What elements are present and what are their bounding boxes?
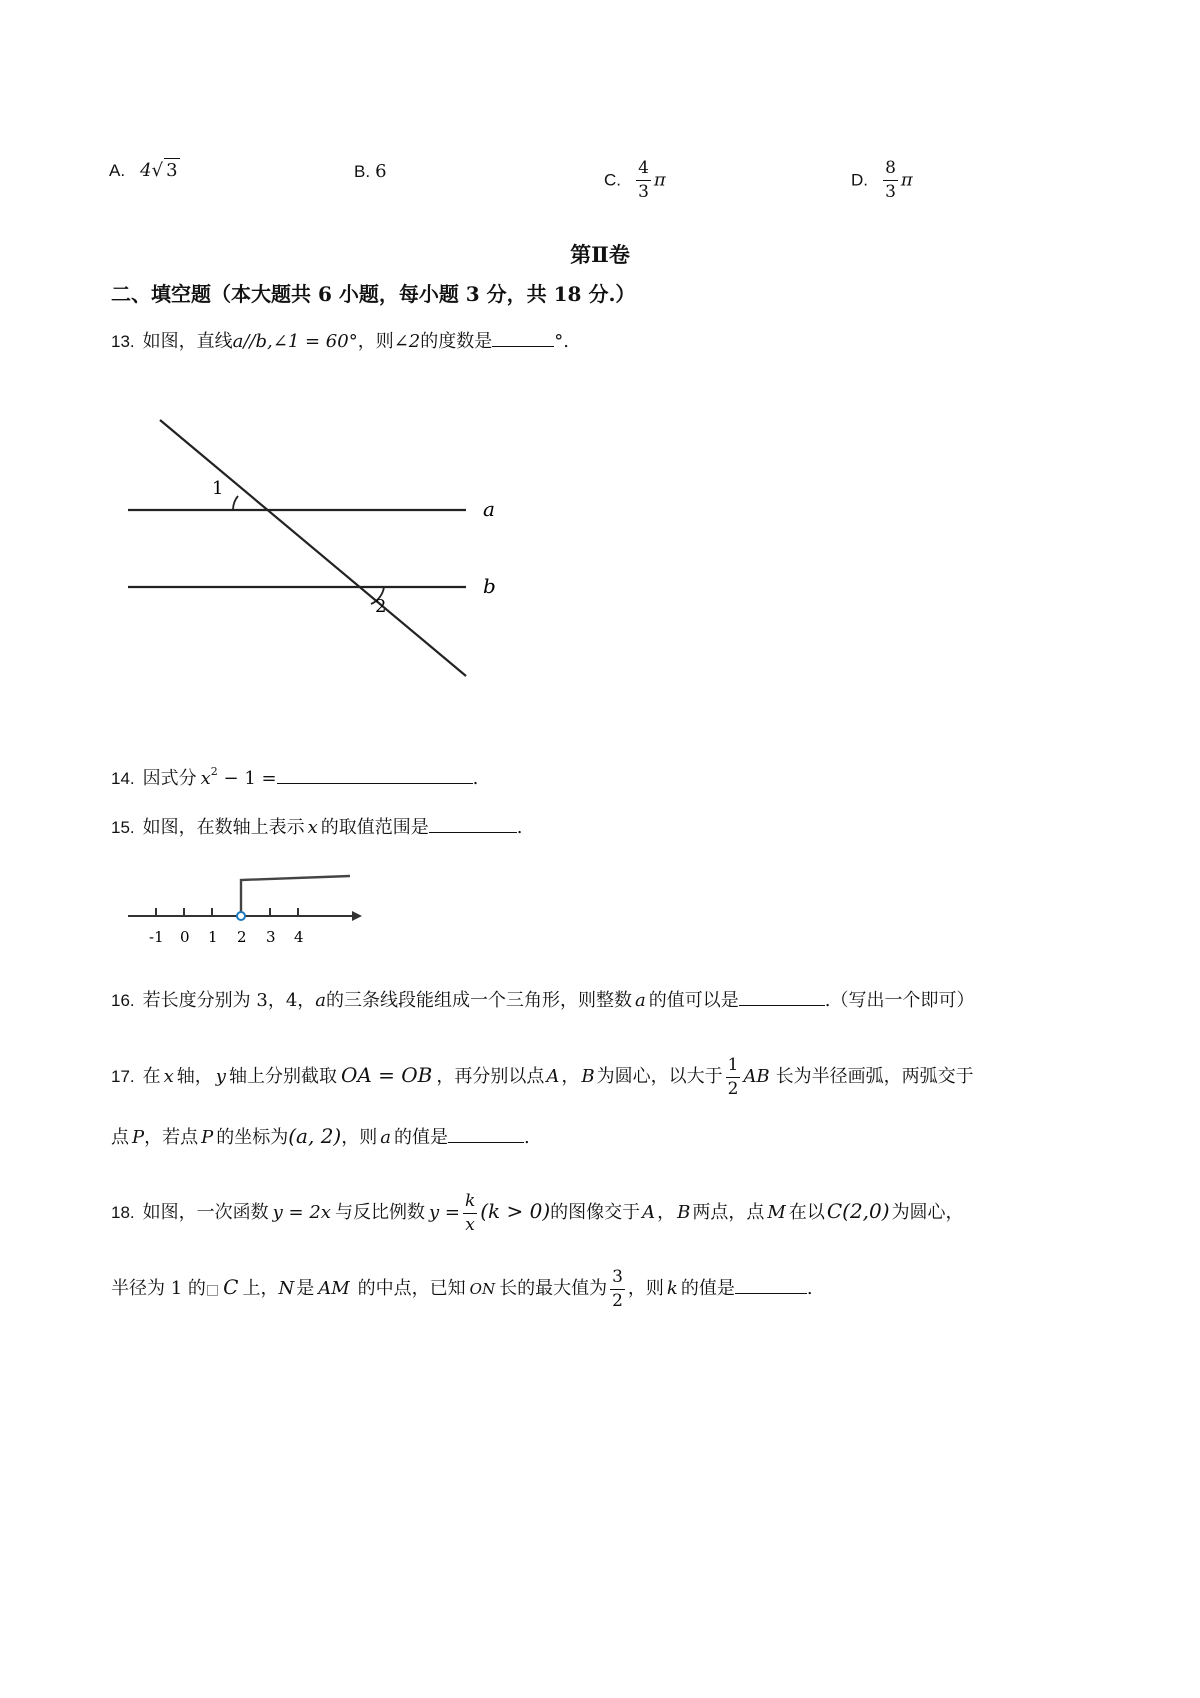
q17-text: ，则	[341, 1127, 378, 1148]
q13-answer-blank[interactable]	[492, 330, 554, 347]
q17-point-p: P	[201, 1127, 214, 1148]
q16-variable-a: a	[635, 990, 646, 1011]
q17-text: ，再分别以点	[436, 1066, 545, 1087]
option-c-numerator: 4	[636, 160, 651, 181]
q17-text: .	[523, 1127, 530, 1148]
q16-text: .（写出一个即可）	[824, 990, 975, 1011]
missing-glyph-icon: □	[205, 1282, 220, 1298]
q17-math-oa-ob: OA = OB	[340, 1063, 433, 1087]
option-d-pi: π	[900, 169, 913, 191]
tick-label: 4	[294, 928, 304, 946]
transversal-line	[160, 420, 466, 676]
option-d-label: D.	[851, 170, 868, 190]
q17-variable-x: x	[163, 1066, 174, 1087]
q17-variable-a: a	[380, 1127, 391, 1148]
q17-fraction-denominator: 2	[727, 1078, 739, 1099]
q17-text: ，	[561, 1066, 580, 1087]
option-d	[851, 160, 913, 201]
q13-parallel-lines-figure	[120, 408, 520, 698]
option-b	[354, 160, 387, 184]
q13-math-2: ∠2	[393, 331, 421, 352]
option-d-fraction	[883, 160, 898, 201]
q17-text: 的值是	[393, 1127, 448, 1148]
axis-ticks	[156, 908, 298, 916]
question-17	[111, 1045, 974, 1107]
q18-point-b: B	[677, 1202, 691, 1223]
q14-exponent: 2	[210, 765, 218, 778]
q17-fraction	[726, 1054, 741, 1099]
q17-text: 的坐标为	[216, 1127, 289, 1148]
q16-answer-blank[interactable]	[739, 989, 825, 1006]
q18-text: 两点，点	[692, 1202, 765, 1223]
q18-circle-c: C	[223, 1275, 239, 1299]
q18-point-n: N	[278, 1278, 295, 1299]
q17-text: 轴，	[176, 1066, 213, 1087]
q18-text: .	[806, 1278, 813, 1299]
q16-variable-a: a	[315, 990, 327, 1011]
line-a-label: a	[483, 497, 495, 521]
tick-label: 2	[237, 928, 247, 946]
option-d-denominator: 3	[885, 182, 896, 202]
q14-text: 因式分	[142, 768, 197, 789]
q18-fraction-numerator: k	[463, 1193, 477, 1214]
q14-variable-x: x	[200, 768, 211, 789]
question-13	[111, 330, 569, 354]
q18-number: 18.	[111, 1203, 135, 1222]
q17-text: 点	[111, 1127, 129, 1148]
q18-text: 的中点，已知	[357, 1278, 466, 1299]
q18-text: 如图，一次函数	[142, 1202, 269, 1223]
q16-number: 16.	[111, 991, 135, 1010]
angle-2-label: 2	[375, 596, 387, 617]
q13-text: ，则	[357, 331, 394, 352]
option-b-value: 6	[375, 161, 387, 182]
q18-fraction-k-x	[463, 1190, 477, 1235]
tick-label: -1	[149, 928, 164, 946]
option-c-denominator: 3	[638, 182, 649, 202]
q15-answer-blank[interactable]	[429, 816, 517, 833]
q17-coordinate: (a, 2)	[288, 1124, 342, 1148]
q17-variable-y: y	[215, 1066, 226, 1087]
q15-number-line	[120, 868, 370, 948]
q18-fraction-denominator: x	[465, 1214, 475, 1235]
q17-math-ab: AB	[743, 1066, 770, 1087]
option-c-label: C.	[604, 170, 621, 190]
part-title: 第Ⅱ卷	[570, 242, 630, 267]
question-18	[111, 1181, 964, 1243]
angle-1-arc	[233, 496, 238, 510]
q18-fraction-3-2	[610, 1266, 625, 1311]
q13-text: 如图，直线	[142, 331, 233, 352]
q17-point-b: B	[581, 1066, 595, 1087]
q18-math-center: C(2,0)	[826, 1199, 890, 1223]
q17-answer-blank[interactable]	[448, 1126, 524, 1143]
question-16	[111, 989, 974, 1013]
question-14	[111, 760, 478, 791]
q18-text: 长的最大值为	[499, 1278, 608, 1299]
line-b-label: b	[483, 574, 496, 598]
open-point-icon	[237, 912, 245, 920]
q15-text: .	[516, 817, 523, 838]
q13-number: 13.	[111, 332, 135, 351]
option-a	[109, 158, 180, 183]
q15-variable-x: x	[307, 817, 318, 838]
q13-math-1: a//b,∠1 = 60°	[232, 331, 358, 352]
q18-text: 为圆心，	[891, 1202, 964, 1223]
option-c	[604, 160, 666, 201]
q17-text: 为圆心，以大于	[596, 1066, 723, 1087]
q16-text: 的值可以是	[648, 990, 739, 1011]
axis-arrow-icon	[352, 911, 362, 921]
tick-label: 1	[208, 928, 218, 946]
q13-text: °.	[554, 331, 569, 352]
q18-text: 的值是	[680, 1278, 735, 1299]
option-a-coef: 4	[140, 160, 152, 181]
option-a-radicand: 3	[166, 160, 178, 181]
q14-text: − 1 =	[217, 768, 277, 789]
q18-variable-k: k	[666, 1278, 678, 1299]
q17-text: 长为半径画弧，两弧交于	[775, 1066, 974, 1087]
q17-number: 17.	[111, 1067, 135, 1086]
q17-fraction-numerator: 1	[726, 1057, 741, 1078]
q18-math-linear: y = 2x	[272, 1202, 331, 1223]
angle-1-label: 1	[212, 478, 224, 499]
solution-range-line	[241, 876, 350, 912]
q15-text: 如图，在数轴上表示	[142, 817, 305, 838]
tick-label: 0	[180, 928, 190, 946]
q17-point-p: P	[132, 1127, 145, 1148]
q15-text: 的取值范围是	[320, 817, 429, 838]
q17-text: ，若点	[144, 1127, 199, 1148]
section-title: 二、填空题（本大题共 6 小题，每小题 3 分，共 18 分.）	[111, 282, 636, 306]
q14-answer-blank[interactable]	[277, 767, 473, 784]
q17-text: 在	[142, 1066, 161, 1087]
question-18-continued	[111, 1257, 813, 1320]
q18-text: 在以	[788, 1202, 825, 1223]
q16-text: 的三条线段能组成一个三角形，则整数	[326, 990, 633, 1011]
option-d-numerator: 8	[883, 160, 898, 181]
q18-math-on: ON	[469, 1280, 496, 1298]
tick-label: 3	[266, 928, 276, 946]
question-15	[111, 816, 523, 840]
q14-text: .	[472, 768, 479, 789]
q18-text: 与反比例数	[334, 1202, 425, 1223]
q18-text: 的图像交于	[550, 1202, 641, 1223]
q18-fraction-numerator: 3	[610, 1269, 625, 1290]
q18-text: 是	[296, 1278, 315, 1299]
option-a-label: A.	[109, 161, 126, 180]
q18-text: ，	[657, 1202, 676, 1223]
q18-math-y: y =	[428, 1202, 460, 1223]
q17-point-a: A	[546, 1066, 560, 1087]
q18-point-m: M	[767, 1202, 786, 1223]
q18-fraction-denominator: 2	[612, 1290, 623, 1311]
question-17-continued	[111, 1124, 530, 1150]
q18-text: ，则	[627, 1278, 664, 1299]
sqrt-sign: √	[151, 160, 164, 181]
q18-answer-blank[interactable]	[735, 1277, 807, 1294]
option-c-fraction	[636, 160, 651, 201]
q13-text: 的度数是	[420, 331, 493, 352]
q18-text: 半径为 1 的	[111, 1278, 206, 1299]
q17-text: 轴上分别截取	[228, 1066, 337, 1087]
q18-math-am: AM	[318, 1278, 350, 1299]
q16-text: 若长度分别为 3，4，	[142, 990, 316, 1011]
q18-text: 上，	[242, 1278, 279, 1299]
option-b-label: B.	[354, 162, 371, 181]
option-c-pi: π	[653, 169, 666, 191]
q18-math-condition: (k > 0)	[480, 1199, 551, 1223]
q14-number: 14.	[111, 769, 135, 788]
q15-number: 15.	[111, 818, 135, 837]
q18-point-a: A	[642, 1202, 656, 1223]
